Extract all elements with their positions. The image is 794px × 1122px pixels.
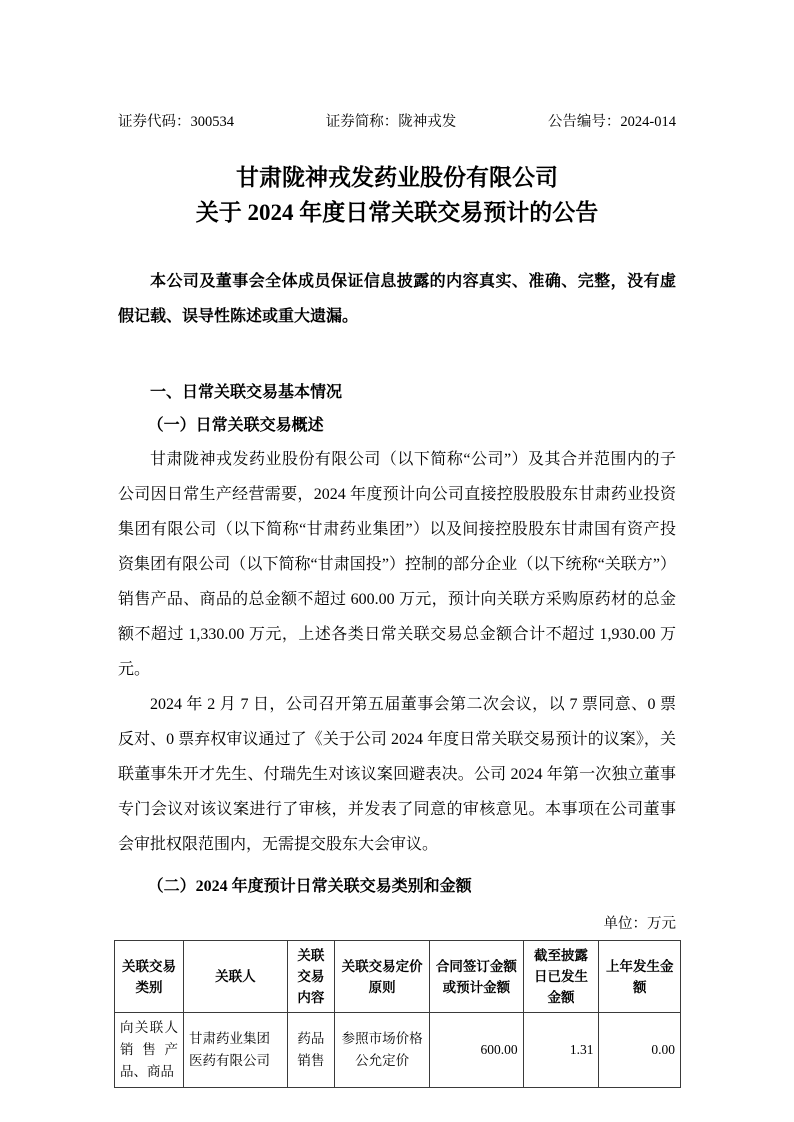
col-header-category: 关联交易类别 [115,941,184,1013]
col-header-related-party: 关联人 [184,941,288,1013]
col-header-content: 关联交易内容 [287,941,335,1013]
cell-content: 药品销售 [287,1013,335,1088]
title-line-2: 关于 2024 年度日常关联交易预计的公告 [195,200,599,225]
stock-name: 证券简称：陇神戎发 [325,114,457,130]
section-1-2-heading: （二）2024 年度预计日常关联交易类别和金额 [147,878,472,895]
col-header-incurred-amount: 截至披露日已发生金额 [523,941,599,1013]
unit-label: 单位：万元 [603,916,676,932]
col-header-prior-year-amount: 上年发生金额 [599,941,681,1013]
cell-category: 向关联人销售产品、商品 [115,1013,184,1088]
overview-paragraph-2: 2024 年 2 月 7 日，公司召开第五届董事会第二次会议，以 7 票同意、0 票反对、0 票弃权审议通过了《关于公司 2024 年度日常关联交易预计的议案》，关联董事朱开才先生、付瑞先生对该议案回避表决。公司 2024 年第一次独立董事专门会议对该议案进行了审核，并发表了同意的审核意见。本事项在公司董事会审批权限范围内，无需提交股东大会审议。 [118,696,676,853]
section-1-1-heading: （一）日常关联交易概述 [147,417,324,434]
table-header-row [115,941,681,1013]
disclaimer-statement: 本公司及董事会全体成员保证信息披露的内容真实、准确、完整，没有虚假记载、误导性陈述或重大遗漏。 [118,273,676,325]
cell-contract-amount: 600.00 [430,1013,523,1088]
cell-related-party: 甘肃药业集团医药有限公司 [184,1013,288,1088]
section-1-heading: 一、日常关联交易基本情况 [150,384,343,401]
cell-prior-year-amount: 0.00 [599,1013,681,1088]
overview-paragraph-1: 甘肃陇神戎发药业股份有限公司（以下简称“公司”）及其合并范围内的子公司因日常生产经营需要，2024 年度预计向公司直接控股股股东甘肃药业投资集团有限公司（以下简称“甘肃药业集团”）以及间接控股股东甘肃国有资产投资集团有限公司（以下简称“甘肃国投”）控制的部分企业（以下统称“关联方”）销售产品、商品的总金额不超过 600.00 万元，预计向关联方采购原药材的总金额不超过 1,330.00 万元，上述各类日常关联交易总金额合计不超过 1,930.00 万元。 [118,451,676,678]
doc-info-line [118,112,676,132]
cell-pricing-principle: 参照市场价格公允定价 [335,1013,430,1088]
col-header-pricing-principle: 关联交易定价原则 [335,941,430,1013]
cell-incurred-amount: 1.31 [523,1013,599,1088]
table-row [115,1013,681,1088]
related-transactions-table [114,940,681,1088]
col-header-contract-amount: 合同签订金额或预计金额 [430,941,523,1013]
announcement-number: 公告编号：2024-014 [547,114,676,130]
document-title [118,160,676,230]
title-line-1: 甘肃陇神戎发药业股份有限公司 [236,165,558,190]
stock-code: 证券代码：300534 [118,114,234,130]
